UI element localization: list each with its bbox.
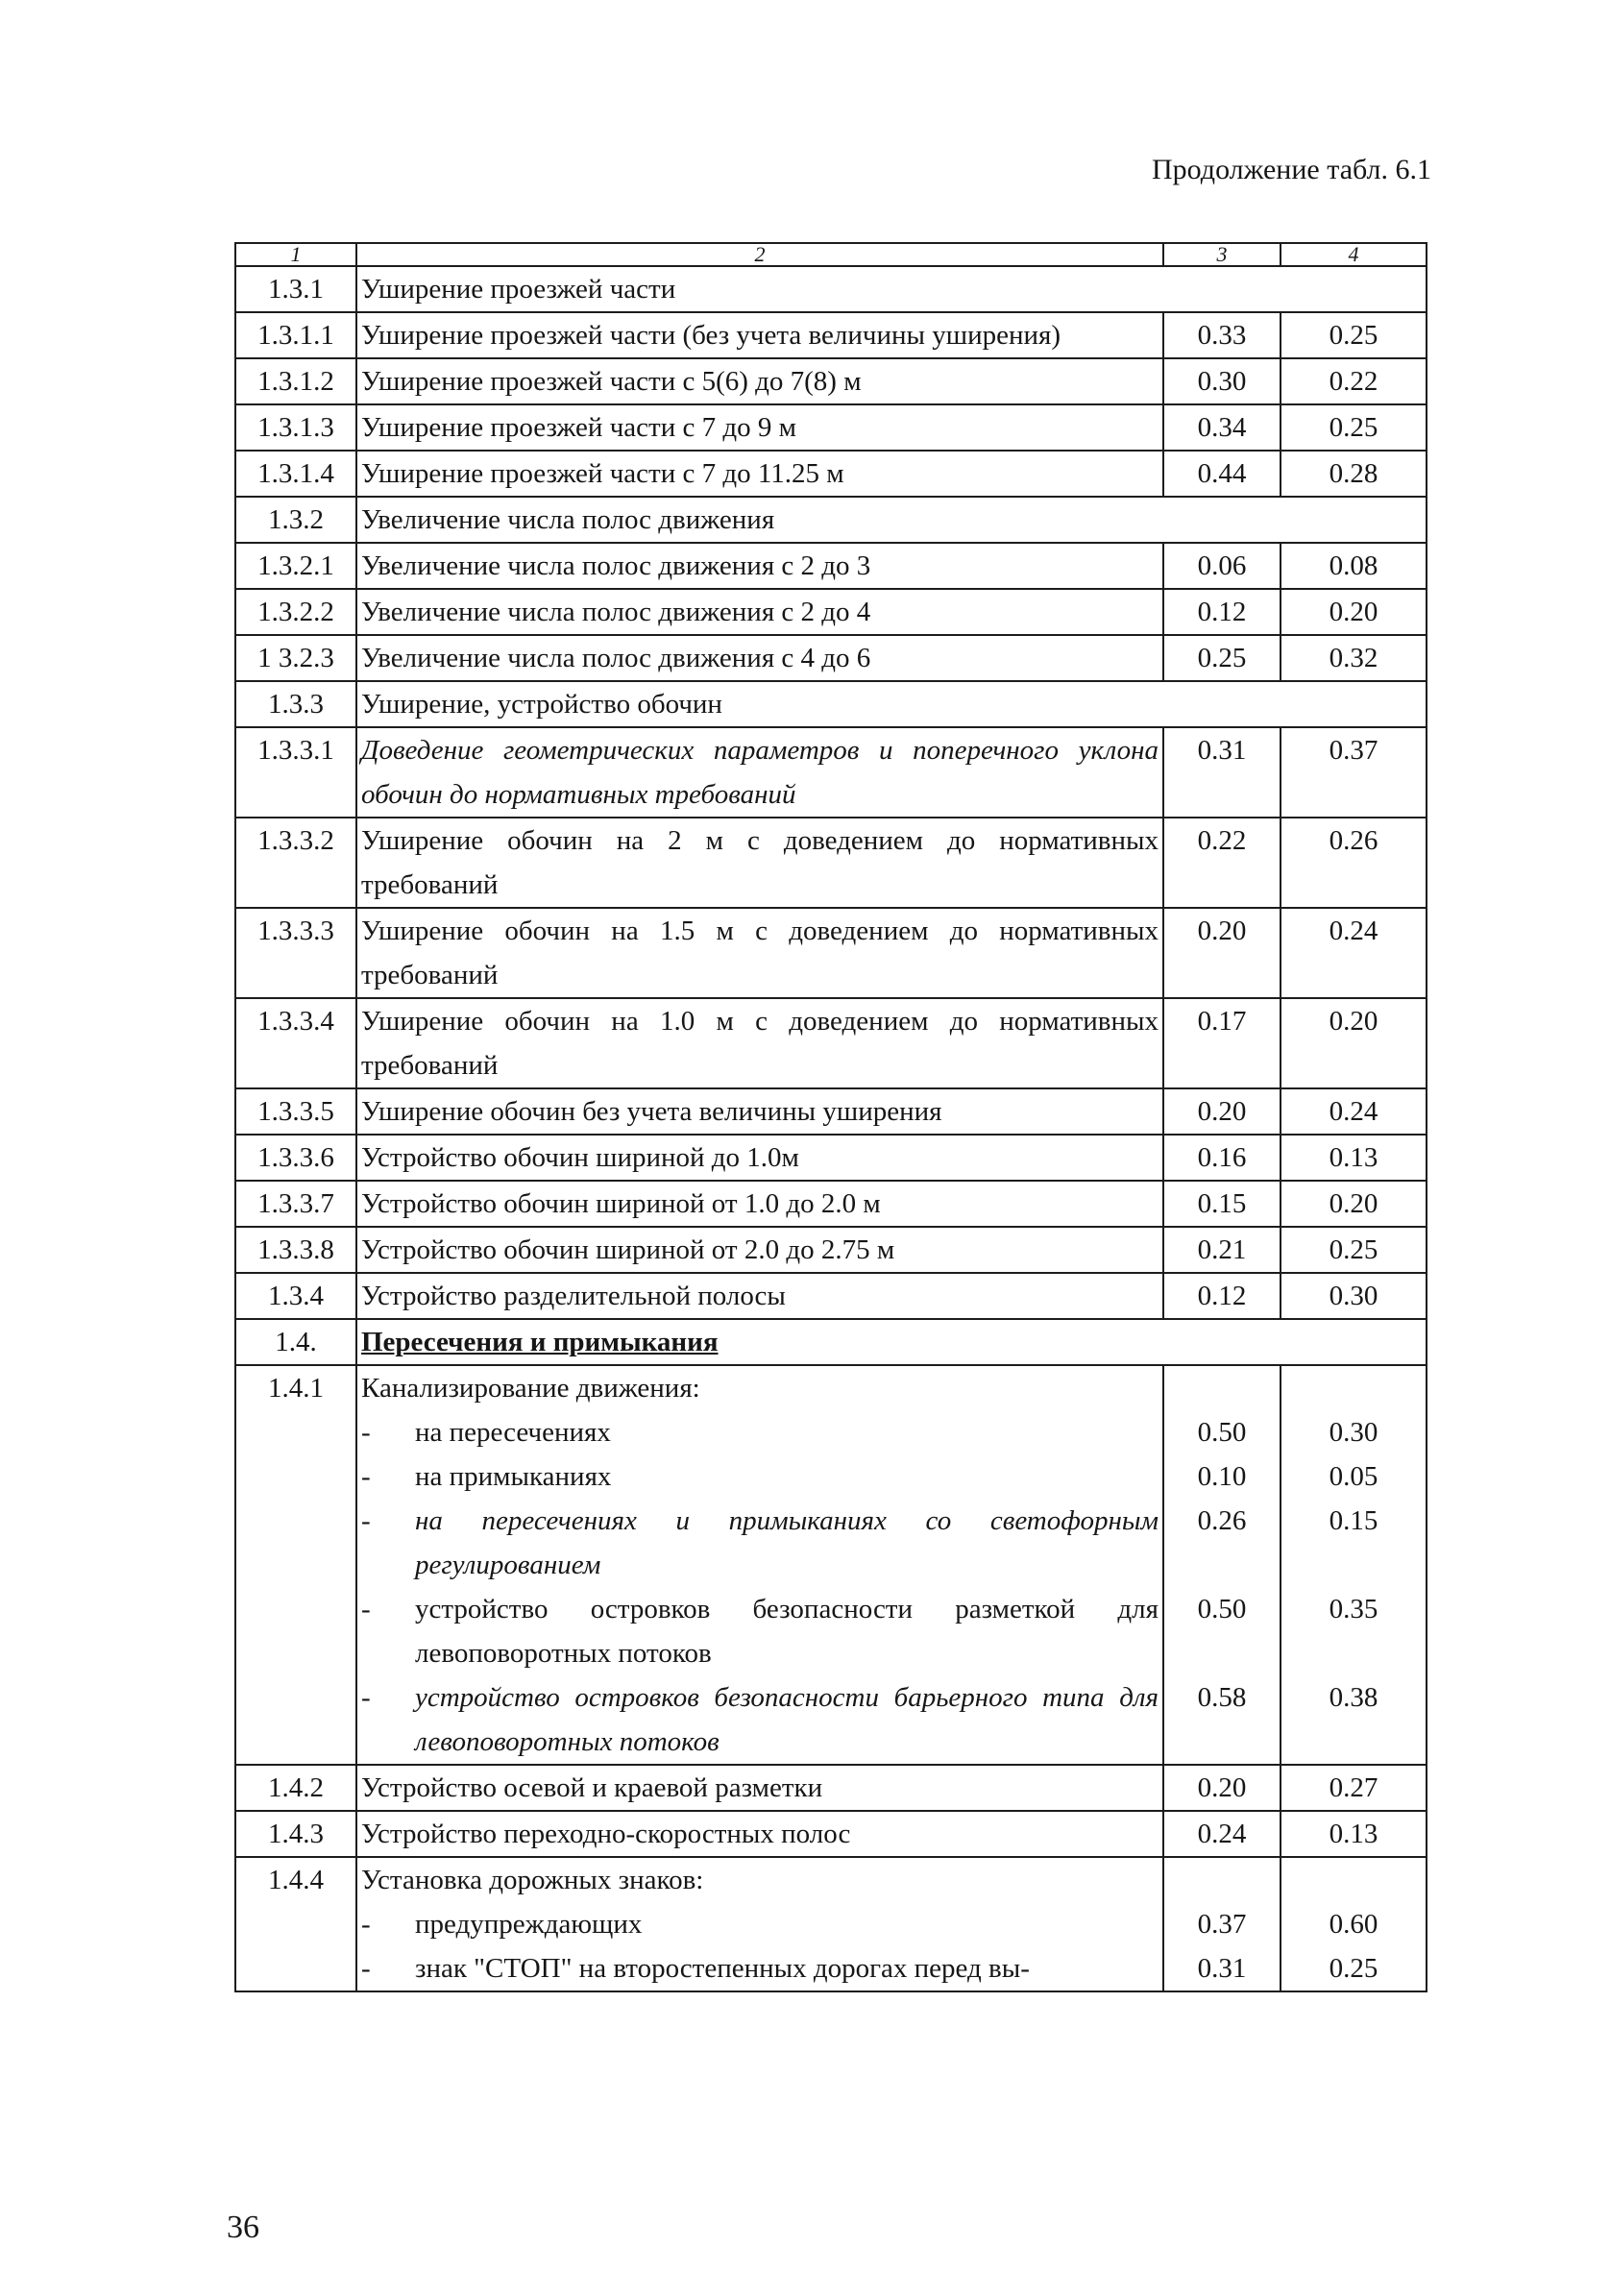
value-col-3: 0.44 — [1163, 451, 1281, 497]
value-col-3: 0.37 — [1163, 1902, 1281, 1946]
table-row — [235, 497, 1427, 543]
value-col-3: 0.17 — [1163, 998, 1281, 1088]
row-number: 1.4.4 — [235, 1857, 356, 1991]
row-number: 1.3.2 — [235, 497, 356, 543]
sub-item — [356, 1454, 1163, 1499]
table-header-row — [235, 243, 1427, 266]
header-col-2: 2 — [356, 243, 1163, 266]
value-col-4: 0.30 — [1281, 1410, 1427, 1454]
list-item — [235, 1902, 1427, 1946]
value-col-4: 0.26 — [1281, 818, 1427, 908]
row-number: 1.3.1.4 — [235, 451, 356, 497]
row-number: 1.3.3.6 — [235, 1135, 356, 1181]
value-col-4: 0.32 — [1281, 635, 1427, 681]
row-number: 1.3.4 — [235, 1273, 356, 1319]
list-item — [235, 1675, 1427, 1765]
list-item — [235, 1410, 1427, 1454]
section-row — [235, 1319, 1427, 1365]
row-number: 1.3.3.5 — [235, 1088, 356, 1135]
sub-item — [356, 1587, 1163, 1675]
sub-item-text: устройство островков безопасности барьерного типа для левоповоротных потоков — [415, 1682, 1159, 1757]
list-item — [235, 1454, 1427, 1499]
dash-marker: - — [361, 1505, 371, 1536]
value-col-3 — [1163, 1857, 1281, 1902]
row-heading: Увеличение числа полос движения — [356, 497, 1427, 543]
table-row — [235, 404, 1427, 451]
value-col-4: 0.25 — [1281, 1227, 1427, 1273]
row-description: Устройство обочин шириной до 1.0м — [356, 1135, 1163, 1181]
row-description: Уширение обочин на 1.0 м с доведением до нормативных требований — [356, 998, 1163, 1088]
value-col-3: 0.15 — [1163, 1181, 1281, 1227]
value-col-3: 0.50 — [1163, 1587, 1281, 1675]
row-description: Уширение проезжей части с 7 до 11.25 м — [356, 451, 1163, 497]
sub-item — [356, 1902, 1163, 1946]
dash-marker: - — [361, 1594, 371, 1624]
header-col-3: 3 — [1163, 243, 1281, 266]
value-col-3: 0.16 — [1163, 1135, 1281, 1181]
row-number: 1.3.3.2 — [235, 818, 356, 908]
list-item — [235, 1499, 1427, 1587]
table-row — [235, 1811, 1427, 1857]
sub-item-text: на пересечениях и примыканиях со светофорным регулированием — [415, 1505, 1159, 1580]
row-description: Уширение обочин на 1.5 м с доведением до нормативных требований — [356, 908, 1163, 998]
table-row — [235, 998, 1427, 1088]
section-title-text: Пересечения и примыкания — [361, 1327, 719, 1357]
sub-item — [356, 1675, 1163, 1765]
value-col-4: 0.22 — [1281, 358, 1427, 404]
row-number: 1.4.2 — [235, 1765, 356, 1811]
dash-marker: - — [361, 1953, 371, 1984]
value-col-3: 0.22 — [1163, 818, 1281, 908]
data-table — [234, 242, 1427, 1992]
row-number: 1.3.1.1 — [235, 312, 356, 358]
dash-marker: - — [361, 1461, 371, 1492]
table-row — [235, 908, 1427, 998]
row-description: Уширение проезжей части с 5(6) до 7(8) м — [356, 358, 1163, 404]
row-description: Увеличение числа полос движения с 2 до 4 — [356, 589, 1163, 635]
value-col-4: 0.30 — [1281, 1273, 1427, 1319]
row-heading: Уширение проезжей части — [356, 266, 1427, 312]
table-row — [235, 589, 1427, 635]
row-description: Устройство осевой и краевой разметки — [356, 1765, 1163, 1811]
row-number: 1.3.3.4 — [235, 998, 356, 1088]
row-number: 1.3.1 — [235, 266, 356, 312]
value-col-4: 0.38 — [1281, 1675, 1427, 1765]
table-row — [235, 1765, 1427, 1811]
row-number: 1.3.3 — [235, 681, 356, 727]
dash-marker: - — [361, 1417, 371, 1448]
value-col-3: 0.20 — [1163, 908, 1281, 998]
value-col-4 — [1281, 1857, 1427, 1902]
row-description: Устройство переходно-скоростных полос — [356, 1811, 1163, 1857]
value-col-3: 0.31 — [1163, 1946, 1281, 1991]
value-col-4: 0.05 — [1281, 1454, 1427, 1499]
sub-item-text: на пересечениях — [415, 1417, 611, 1448]
value-col-3: 0.25 — [1163, 635, 1281, 681]
header-col-1: 1 — [235, 243, 356, 266]
value-col-4: 0.25 — [1281, 312, 1427, 358]
table-row — [235, 543, 1427, 589]
table-row — [235, 1857, 1427, 1902]
row-description: Уширение проезжей части (без учета величины уширения) — [356, 312, 1163, 358]
table-row — [235, 1365, 1427, 1410]
row-number: 1.3.3.8 — [235, 1227, 356, 1273]
value-col-3: 0.30 — [1163, 358, 1281, 404]
row-number: 1.3.2.1 — [235, 543, 356, 589]
value-col-4: 0.20 — [1281, 998, 1427, 1088]
value-col-3: 0.12 — [1163, 1273, 1281, 1319]
row-description: Установка дорожных знаков: — [356, 1857, 1163, 1902]
value-col-3 — [1163, 1365, 1281, 1410]
value-col-4: 0.20 — [1281, 1181, 1427, 1227]
dash-marker: - — [361, 1682, 371, 1713]
value-col-3: 0.21 — [1163, 1227, 1281, 1273]
value-col-4: 0.24 — [1281, 1088, 1427, 1135]
table-row — [235, 1181, 1427, 1227]
row-number: 1.3.3.3 — [235, 908, 356, 998]
row-number: 1.3.1.3 — [235, 404, 356, 451]
table-row — [235, 727, 1427, 818]
value-col-4: 0.25 — [1281, 1946, 1427, 1991]
row-description: Устройство разделительной полосы — [356, 1273, 1163, 1319]
value-col-4: 0.27 — [1281, 1765, 1427, 1811]
table-row — [235, 451, 1427, 497]
page-number: 36 — [227, 2210, 259, 2245]
row-number: 1.4.3 — [235, 1811, 356, 1857]
table-row — [235, 1227, 1427, 1273]
table-row — [235, 312, 1427, 358]
sub-item-text: предупреждающих — [415, 1909, 643, 1940]
table-row — [235, 1088, 1427, 1135]
row-description: Уширение обочин на 2 м с доведением до нормативных требований — [356, 818, 1163, 908]
value-col-4: 0.08 — [1281, 543, 1427, 589]
row-number: 1.4.1 — [235, 1365, 356, 1765]
list-item — [235, 1587, 1427, 1675]
value-col-3: 0.06 — [1163, 543, 1281, 589]
value-col-3: 0.33 — [1163, 312, 1281, 358]
value-col-4: 0.15 — [1281, 1499, 1427, 1587]
value-col-4: 0.25 — [1281, 404, 1427, 451]
list-item — [235, 1946, 1427, 1991]
value-col-3: 0.12 — [1163, 589, 1281, 635]
row-number: 1.3.3.7 — [235, 1181, 356, 1227]
value-col-3: 0.10 — [1163, 1454, 1281, 1499]
row-description: Устройство обочин шириной от 2.0 до 2.75 м — [356, 1227, 1163, 1273]
value-col-4: 0.28 — [1281, 451, 1427, 497]
value-col-4: 0.13 — [1281, 1135, 1427, 1181]
value-col-3: 0.26 — [1163, 1499, 1281, 1587]
value-col-3: 0.20 — [1163, 1765, 1281, 1811]
table-caption: Продолжение табл. 6.1 — [1152, 154, 1431, 185]
row-description: Устройство обочин шириной от 1.0 до 2.0 м — [356, 1181, 1163, 1227]
sub-item-text: знак "СТОП" на второстепенных дорогах перед вы- — [415, 1953, 1030, 1984]
row-description: Уширение проезжей части с 7 до 9 м — [356, 404, 1163, 451]
value-col-3: 0.24 — [1163, 1811, 1281, 1857]
value-col-4: 0.37 — [1281, 727, 1427, 818]
value-col-3: 0.34 — [1163, 404, 1281, 451]
row-heading: Уширение, устройство обочин — [356, 681, 1427, 727]
sub-item — [356, 1946, 1163, 1991]
dash-marker: - — [361, 1909, 371, 1940]
table-row — [235, 1273, 1427, 1319]
row-number: 1.3.3.1 — [235, 727, 356, 818]
header-col-4: 4 — [1281, 243, 1427, 266]
sub-item — [356, 1499, 1163, 1587]
row-number: 1 3.2.3 — [235, 635, 356, 681]
section-number: 1.4. — [235, 1319, 356, 1365]
row-number: 1.3.2.2 — [235, 589, 356, 635]
row-description: Увеличение числа полос движения с 2 до 3 — [356, 543, 1163, 589]
value-col-3: 0.58 — [1163, 1675, 1281, 1765]
value-col-3: 0.50 — [1163, 1410, 1281, 1454]
value-col-3: 0.20 — [1163, 1088, 1281, 1135]
value-col-4: 0.13 — [1281, 1811, 1427, 1857]
table-row — [235, 635, 1427, 681]
row-number: 1.3.1.2 — [235, 358, 356, 404]
row-description: Уширение обочин без учета величины уширения — [356, 1088, 1163, 1135]
value-col-4: 0.35 — [1281, 1587, 1427, 1675]
table-row — [235, 818, 1427, 908]
table-row — [235, 681, 1427, 727]
row-description: Увеличение числа полос движения с 4 до 6 — [356, 635, 1163, 681]
value-col-3: 0.31 — [1163, 727, 1281, 818]
row-description: Канализирование движения: — [356, 1365, 1163, 1410]
sub-item-text: на примыканиях — [415, 1461, 612, 1492]
table-row — [235, 266, 1427, 312]
value-col-4: 0.24 — [1281, 908, 1427, 998]
value-col-4 — [1281, 1365, 1427, 1410]
value-col-4: 0.20 — [1281, 589, 1427, 635]
value-col-4: 0.60 — [1281, 1902, 1427, 1946]
row-description: Доведение геометрических параметров и поперечного уклона обочин до нормативных требований — [356, 727, 1163, 818]
section-title — [356, 1319, 1427, 1365]
table-row — [235, 1135, 1427, 1181]
sub-item-text: устройство островков безопасности разметкой для левоповоротных потоков — [415, 1594, 1159, 1669]
sub-item — [356, 1410, 1163, 1454]
table-row — [235, 358, 1427, 404]
